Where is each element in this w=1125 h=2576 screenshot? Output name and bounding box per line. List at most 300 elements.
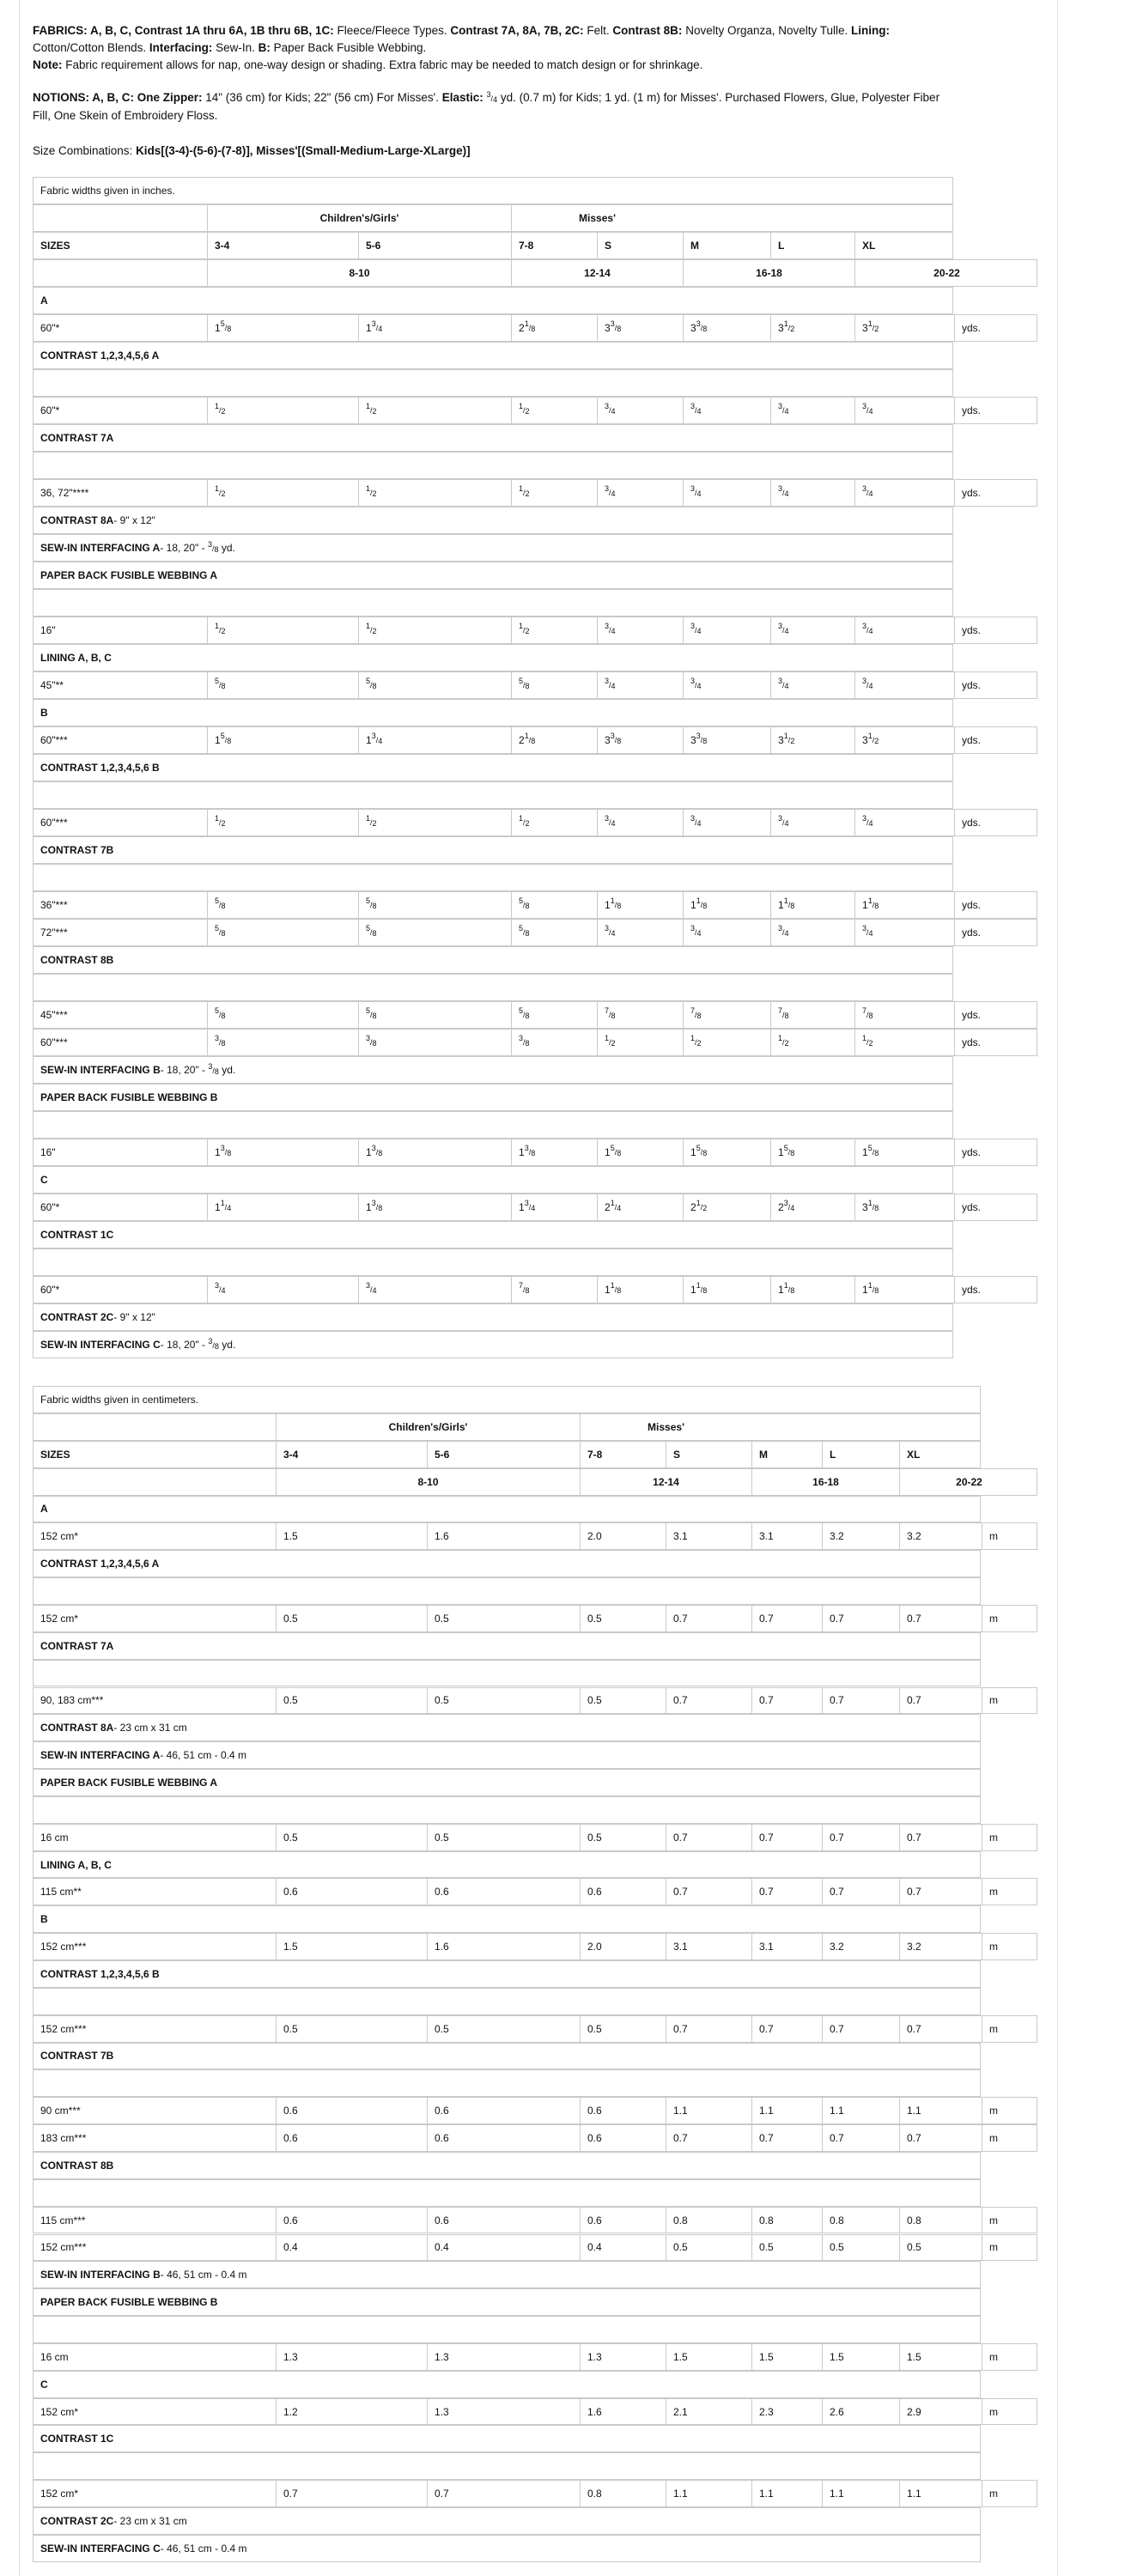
amount-s: 0.7	[666, 2016, 751, 2042]
yardage-row	[33, 1139, 1037, 1166]
fabric-width: 60"*	[40, 404, 60, 416]
fabric-width: 60"*	[40, 1284, 60, 1296]
sizes-label: SIZES	[40, 1448, 70, 1461]
fabrics-line-2: Cotton/Cotton Blends. Interfacing: Sew-In. B: Paper Back Fusible Webbing.	[33, 41, 427, 54]
amount-5-6: 0.5	[427, 1688, 580, 1714]
fabric-width: 115 cm**	[40, 1886, 82, 1899]
spacer-row	[33, 589, 953, 617]
unit-label: yds.	[954, 1002, 1038, 1028]
section-label-row	[33, 1084, 953, 1111]
amount-xl: $^3/_4$	[854, 920, 954, 945]
spacer-row	[33, 452, 953, 479]
size-range-8-10: 8-10	[276, 1469, 580, 1495]
amount-l: $^3/_4$	[770, 480, 854, 506]
amount-7-8: 2 $^1/_8$	[511, 315, 597, 341]
amount-5-6: 1.6	[427, 1934, 580, 1959]
fabric-width: 60"***	[40, 817, 68, 829]
section-label: LINING A, B, C	[40, 1858, 112, 1871]
amount-l: 0.7	[822, 2016, 899, 2042]
group-header-spacer	[33, 205, 207, 231]
section-label: CONTRAST 2C - 23 cm x 31 cm	[40, 2514, 187, 2527]
spacer-row	[33, 2179, 981, 2207]
spacer-cell	[33, 2453, 276, 2479]
size-range-20-22: 20-22	[854, 260, 1038, 286]
amount-3-4: $^3/_4$	[207, 1277, 358, 1303]
section-label: CONTRAST 8A - 23 cm x 31 cm	[40, 1722, 187, 1735]
spacer-row	[33, 974, 953, 1001]
amount-3-4: 0.6	[276, 1879, 427, 1905]
amount-3-4: 0.6	[276, 2098, 427, 2123]
amount-5-6: 0.6	[427, 2208, 580, 2233]
spacer-cell	[33, 865, 207, 890]
amount-s: 1 $^5/_8$	[597, 1139, 683, 1165]
amount-l: 0.8	[822, 2208, 899, 2233]
amount-m: 0.7	[751, 2016, 822, 2042]
section-label-row	[33, 1851, 981, 1879]
amount-l: 1.5	[822, 2344, 899, 2370]
amount-7-8: 0.6	[580, 2208, 666, 2233]
amount-l: 1 $^1/_8$	[770, 1277, 854, 1303]
amount-xl: $^7/_8$	[854, 1002, 954, 1028]
notions-line-1: NOTIONS: A, B, C: One Zipper: 14" (36 cm) for Kids; 22" (56 cm) For Misses'. Elastic: $^3/_4$ yd. (0.7 m) for Kids; 1 yd. (1 m) for Misses'. Purchased Flowers, Glue, Polyester Fiber	[33, 90, 940, 104]
section-label: SEW-IN INTERFACING C - 18, 20" - $^3/_8$ yd.	[40, 1337, 236, 1351]
yardage-row	[33, 1605, 1037, 1632]
fabric-width: 45"***	[40, 1009, 68, 1021]
amount-5-6: 1 $^3/_8$	[358, 1139, 511, 1165]
amount-5-6: $^5/_8$	[358, 920, 511, 945]
amount-3-4: 1.3	[276, 2344, 427, 2370]
size-5-6: 5-6	[358, 233, 511, 258]
section-label: C	[40, 2378, 48, 2391]
size-5-6: 5-6	[427, 1442, 580, 1467]
group-header-childrens-girls: Children's/Girls'	[207, 205, 511, 231]
amount-s: $^1/_2$	[597, 1030, 683, 1055]
amount-l: $^3/_4$	[770, 617, 854, 643]
amount-3-4: 1 $^5/_8$	[207, 727, 358, 753]
amount-l: 1.1	[822, 2098, 899, 2123]
size-range-row	[33, 1468, 1037, 1496]
section-label-detail: - 46, 51 cm - 0.4 m	[160, 2542, 247, 2555]
amount-xl: 3.2	[899, 1523, 982, 1549]
unit-label: m	[982, 2235, 1038, 2261]
amount-m: 2.3	[751, 2399, 822, 2425]
amount-5-6: 0.5	[427, 1606, 580, 1631]
section-label-detail: - 9" x 12"	[113, 1311, 155, 1323]
section-label-row	[33, 1166, 953, 1194]
section-label: SEW-IN INTERFACING B - 18, 20" - $^3/_8$ yd.	[40, 1062, 236, 1076]
amount-m: $^3/_4$	[683, 398, 770, 423]
table-caption-row	[33, 177, 953, 204]
amount-m: 1.5	[751, 2344, 822, 2370]
unit-label: m	[982, 2125, 1038, 2151]
sizes-header-row	[33, 1441, 981, 1468]
amount-m: 1.1	[751, 2098, 822, 2123]
amount-3-4: 0.7	[276, 2481, 427, 2506]
section-label: CONTRAST 1C	[40, 1229, 114, 1241]
spacer-row	[33, 2069, 981, 2097]
table-caption: Fabric widths given in centimeters.	[40, 1394, 199, 1406]
section-label: CONTRAST 7B	[40, 844, 114, 856]
amount-xl: 2.9	[899, 2399, 982, 2425]
amount-7-8: 1 $^3/_8$	[511, 1139, 597, 1165]
amount-3-4: $^5/_8$	[207, 672, 358, 698]
fabric-width: 16 cm	[40, 2350, 69, 2363]
section-label-detail: - 9" x 12"	[113, 514, 155, 526]
spacer-row	[33, 781, 953, 809]
amount-l: 0.7	[822, 1688, 899, 1714]
amount-3-4: 0.6	[276, 2125, 427, 2151]
amount-l: $^3/_4$	[770, 398, 854, 423]
fabric-width: 152 cm***	[40, 2022, 87, 2035]
amount-l: 3 $^1/_2$	[770, 315, 854, 341]
amount-m: $^3/_4$	[683, 672, 770, 698]
amount-s: 0.5	[666, 2235, 751, 2261]
section-label-detail: - 18, 20" - $^3/_8$ yd.	[160, 1337, 236, 1351]
amount-5-6: $^5/_8$	[358, 892, 511, 918]
amount-s: 2 $^1/_4$	[597, 1194, 683, 1220]
amount-m: $^3/_4$	[683, 480, 770, 506]
fabrics-paragraph	[33, 22, 1046, 74]
size-s: S	[597, 233, 683, 258]
unit-label: m	[982, 2344, 1038, 2370]
amount-7-8: $^5/_8$	[511, 892, 597, 918]
size-7-8: 7-8	[511, 233, 597, 258]
section-label: PAPER BACK FUSIBLE WEBBING A	[40, 569, 218, 581]
amount-l: 0.7	[822, 2125, 899, 2151]
section-label-row	[33, 1741, 981, 1769]
amount-l: 2 $^3/_4$	[770, 1194, 854, 1220]
amount-l: 1.1	[822, 2481, 899, 2506]
amount-5-6: 0.5	[427, 1825, 580, 1850]
spacer-cell	[33, 975, 207, 1000]
amount-l: $^3/_4$	[770, 810, 854, 835]
amount-3-4: 1.5	[276, 1523, 427, 1549]
amount-xl: $^1/_2$	[854, 1030, 954, 1055]
size-3-4: 3-4	[276, 1442, 427, 1467]
yardage-row	[33, 1933, 1037, 1960]
section-label-row	[33, 1769, 981, 1796]
section-label-row	[33, 1303, 953, 1331]
yardage-row	[33, 1029, 1037, 1056]
yardage-row	[33, 2207, 1037, 2234]
amount-xl: 0.7	[899, 1879, 982, 1905]
amount-7-8: $^3/_8$	[511, 1030, 597, 1055]
section-label: SEW-IN INTERFACING B - 46, 51 cm - 0.4 m	[40, 2269, 247, 2281]
amount-3-4: $^5/_8$	[207, 892, 358, 918]
spacer-row	[33, 369, 953, 397]
amount-m: 0.5	[751, 2235, 822, 2261]
fabric-width: 16 cm	[40, 1831, 69, 1844]
amount-3-4: $^1/_2$	[207, 810, 358, 835]
amount-5-6: $^1/_2$	[358, 398, 511, 423]
amount-l: 1 $^1/_8$	[770, 892, 854, 918]
amount-xl: $^3/_4$	[854, 398, 954, 423]
section-label-row	[33, 1905, 981, 1933]
section-label-row	[33, 1056, 953, 1084]
amount-7-8: 0.6	[580, 2125, 666, 2151]
unit-label: yds.	[954, 892, 1038, 918]
group-header-childrens-girls: Children's/Girls'	[276, 1414, 580, 1440]
spacer-cell	[33, 1989, 276, 2014]
sizes-label: SIZES	[40, 240, 70, 252]
section-label-row	[33, 754, 953, 781]
amount-l: $^7/_8$	[770, 1002, 854, 1028]
fabric-width: 45"**	[40, 679, 64, 691]
fabric-width: 36"***	[40, 899, 68, 911]
spacer-cell	[33, 2180, 276, 2206]
section-label: A	[40, 1503, 48, 1516]
amount-xl: 1 $^1/_8$	[854, 892, 954, 918]
amount-3-4: 1 $^5/_8$	[207, 315, 358, 341]
amount-s: 0.7	[666, 1688, 751, 1714]
amount-7-8: 0.5	[580, 1825, 666, 1850]
amount-7-8: 0.8	[580, 2481, 666, 2506]
yardage-row	[33, 397, 1037, 424]
section-label-row	[33, 2152, 981, 2179]
section-label: CONTRAST 2C - 9" x 12"	[40, 1311, 155, 1323]
amount-5-6: $^3/_8$	[358, 1030, 511, 1055]
amount-7-8: $^7/_8$	[511, 1277, 597, 1303]
section-label: CONTRAST 7B	[40, 2050, 114, 2063]
group-header-spacer	[33, 1414, 276, 1440]
section-label-detail: - 23 cm x 31 cm	[113, 1722, 187, 1735]
yardage-row	[33, 1824, 1037, 1851]
amount-xl: 3 $^1/_2$	[854, 727, 954, 753]
unit-label: yds.	[954, 727, 1038, 753]
amount-m: 0.8	[751, 2208, 822, 2233]
spacer-row	[33, 1111, 953, 1139]
amount-xl: 0.7	[899, 1825, 982, 1850]
amount-3-4: 0.6	[276, 2208, 427, 2233]
size-range-row	[33, 259, 1037, 287]
amount-5-6: $^1/_2$	[358, 480, 511, 506]
yardage-row	[33, 617, 1037, 644]
amount-5-6: 1 $^3/_8$	[358, 1194, 511, 1220]
amount-3-4: 0.5	[276, 1688, 427, 1714]
section-label: CONTRAST 8A - 9" x 12"	[40, 514, 155, 526]
table-caption-row	[33, 1386, 981, 1413]
yardage-row	[33, 1001, 1037, 1029]
amount-l: 3.2	[822, 1934, 899, 1959]
section-label-row	[33, 2535, 981, 2562]
amount-7-8: $^5/_8$	[511, 672, 597, 698]
unit-label: m	[982, 1606, 1038, 1631]
yardage-row	[33, 919, 1037, 946]
amount-s: $^3/_4$	[597, 672, 683, 698]
fabric-note: Note: Fabric requirement allows for nap, one-way design or shading. Extra fabric may be needed to match design or for shrinkage.	[33, 58, 703, 71]
yardage-row	[33, 2343, 1037, 2371]
section-label-row	[33, 2507, 981, 2535]
section-label-row	[33, 2043, 981, 2070]
fabric-width: 60"*	[40, 322, 60, 334]
section-label-row	[33, 1496, 981, 1523]
amount-5-6: 0.4	[427, 2235, 580, 2261]
yardage-row	[33, 2234, 1037, 2262]
amount-s: 2.1	[666, 2399, 751, 2425]
amount-l: 2.6	[822, 2399, 899, 2425]
yardage-row	[33, 1276, 1037, 1303]
section-label: CONTRAST 1,2,3,4,5,6 B	[40, 762, 160, 774]
amount-7-8: 1 $^3/_4$	[511, 1194, 597, 1220]
fabric-width: 72"***	[40, 927, 68, 939]
amount-l: $^3/_4$	[770, 920, 854, 945]
fabric-width: 152 cm*	[40, 2488, 79, 2500]
fabric-width: 60"***	[40, 1036, 68, 1048]
section-label: SEW-IN INTERFACING C - 46, 51 cm - 0.4 m	[40, 2542, 247, 2555]
amount-5-6: 0.6	[427, 2125, 580, 2151]
amount-s: 0.7	[666, 1606, 751, 1631]
section-label: B	[40, 707, 48, 719]
yardage-row	[33, 726, 1037, 754]
fabric-width: 183 cm***	[40, 2132, 87, 2145]
section-label: CONTRAST 7A	[40, 1639, 114, 1652]
amount-xl: 0.7	[899, 1688, 982, 1714]
section-label-detail: - 46, 51 cm - 0.4 m	[160, 1749, 247, 1762]
amount-7-8: 0.6	[580, 2098, 666, 2123]
amount-m: $^3/_4$	[683, 810, 770, 835]
unit-label: m	[982, 2399, 1038, 2425]
unit-label: yds.	[954, 480, 1038, 506]
section-label: CONTRAST 8B	[40, 954, 114, 966]
section-label: CONTRAST 1,2,3,4,5,6 A	[40, 349, 160, 361]
amount-5-6: 1.3	[427, 2399, 580, 2425]
section-label-detail: - 46, 51 cm - 0.4 m	[160, 2269, 247, 2281]
section-label-detail: - 18, 20" - $^3/_8$ yd.	[160, 540, 235, 554]
section-label-row	[33, 699, 953, 726]
section-label: PAPER BACK FUSIBLE WEBBING A	[40, 1776, 218, 1789]
amount-xl: 3.2	[899, 1934, 982, 1959]
amount-m: 1 $^1/_8$	[683, 892, 770, 918]
amount-7-8: 0.4	[580, 2235, 666, 2261]
amount-3-4: 1 $^3/_8$	[207, 1139, 358, 1165]
section-label: SEW-IN INTERFACING A - 18, 20" - $^3/_8$ yd.	[40, 540, 235, 554]
fabric-width: 16"	[40, 1146, 56, 1158]
amount-5-6: 0.6	[427, 1879, 580, 1905]
amount-s: $^3/_4$	[597, 398, 683, 423]
section-label: CONTRAST 1,2,3,4,5,6 A	[40, 1558, 160, 1571]
amount-xl: 1.1	[899, 2481, 982, 2506]
section-label: CONTRAST 1C	[40, 2433, 114, 2445]
table-caption: Fabric widths given in inches.	[40, 185, 175, 197]
amount-3-4: 0.5	[276, 2016, 427, 2042]
unit-label: m	[982, 2481, 1038, 2506]
section-label-row	[33, 1550, 981, 1577]
amount-s: $^3/_4$	[597, 480, 683, 506]
amount-xl: 0.8	[899, 2208, 982, 2233]
spacer-row	[33, 1796, 981, 1824]
section-label: B	[40, 1913, 48, 1926]
amount-xl: 3 $^1/_8$	[854, 1194, 954, 1220]
spacer-cell	[33, 782, 207, 808]
fabric-width: 90 cm***	[40, 2105, 81, 2117]
amount-s: 0.7	[666, 1879, 751, 1905]
section-label: LINING A, B, C	[40, 652, 112, 664]
amount-7-8: 0.5	[580, 2016, 666, 2042]
fabric-width: 152 cm*	[40, 1530, 79, 1543]
notions-line-2: Fill, One Skein of Embroidery Floss.	[33, 109, 218, 122]
size-m: M	[751, 1442, 822, 1467]
amount-m: $^3/_4$	[683, 617, 770, 643]
size-xl: XL	[899, 1442, 982, 1467]
spacer-row	[33, 2316, 981, 2343]
amount-s: 1.1	[666, 2098, 751, 2123]
amount-l: 0.7	[822, 1879, 899, 1905]
amount-5-6: 1.3	[427, 2344, 580, 2370]
amount-5-6: $^5/_8$	[358, 672, 511, 698]
section-label: PAPER BACK FUSIBLE WEBBING B	[40, 1091, 218, 1103]
size-l: L	[770, 233, 854, 258]
unit-label: m	[982, 2208, 1038, 2233]
spacer-row	[33, 2452, 981, 2480]
amount-s: 0.7	[666, 2125, 751, 2151]
size-range-12-14: 12-14	[511, 260, 683, 286]
yardage-row	[33, 891, 1037, 919]
fabric-width: 60"*	[40, 1201, 60, 1213]
section-label-detail: - 18, 20" - $^3/_8$ yd.	[160, 1062, 236, 1076]
fabric-width: 90, 183 cm***	[40, 1694, 104, 1707]
section-label-row	[33, 2288, 981, 2316]
section-label: PAPER BACK FUSIBLE WEBBING B	[40, 2296, 218, 2309]
amount-3-4: 1 $^1/_4$	[207, 1194, 358, 1220]
amount-xl: $^3/_4$	[854, 617, 954, 643]
unit-label: yds.	[954, 315, 1038, 341]
size-combinations: Size Combinations: Kids[(3-4)-(5-6)-(7-8)], Misses'[(Small-Medium-Large-XLarge)]	[33, 144, 471, 157]
fabric-width: 16"	[40, 624, 56, 636]
amount-l: 0.7	[822, 1606, 899, 1631]
size-range-20-22: 20-22	[899, 1469, 1038, 1495]
section-label-row	[33, 2425, 981, 2452]
amount-s: $^3/_4$	[597, 920, 683, 945]
section-label: A	[40, 295, 48, 307]
amount-s: 1.1	[666, 2481, 751, 2506]
spacer-row	[33, 1660, 981, 1687]
amount-3-4: $^1/_2$	[207, 617, 358, 643]
amount-m: $^3/_4$	[683, 920, 770, 945]
amount-l: 3 $^1/_2$	[770, 727, 854, 753]
section-label-detail: - 23 cm x 31 cm	[113, 2514, 187, 2527]
unit-label: yds.	[954, 398, 1038, 423]
amount-m: 1 $^1/_8$	[683, 1277, 770, 1303]
amount-3-4: 0.4	[276, 2235, 427, 2261]
size-range-16-18: 16-18	[683, 260, 854, 286]
section-label: CONTRAST 1,2,3,4,5,6 B	[40, 1967, 160, 1980]
amount-s: 1 $^1/_8$	[597, 892, 683, 918]
amount-m: 0.7	[751, 1825, 822, 1850]
yardage-row	[33, 2097, 1037, 2124]
amount-m: $^1/_2$	[683, 1030, 770, 1055]
spacer-cell	[33, 1661, 276, 1686]
amount-m: 0.7	[751, 1688, 822, 1714]
fabric-width: 115 cm***	[40, 2214, 86, 2227]
spacer-row	[33, 1577, 981, 1605]
spacer-cell	[33, 1112, 207, 1138]
section-label-row	[33, 1632, 981, 1660]
amount-s: 3.1	[666, 1523, 751, 1549]
amount-xl: $^3/_4$	[854, 672, 954, 698]
section-label-row	[33, 424, 953, 452]
spacer-cell	[33, 590, 207, 616]
unit-label: yds.	[954, 920, 1038, 945]
amount-m: $^7/_8$	[683, 1002, 770, 1028]
amount-l: 3.2	[822, 1523, 899, 1549]
amount-5-6: 0.5	[427, 2016, 580, 2042]
section-label: CONTRAST 8B	[40, 2159, 114, 2172]
amount-7-8: $^1/_2$	[511, 480, 597, 506]
section-label-row	[33, 2371, 981, 2398]
amount-m: 0.7	[751, 1606, 822, 1631]
unit-label: yds.	[954, 1194, 1038, 1220]
unit-label: yds.	[954, 1030, 1038, 1055]
